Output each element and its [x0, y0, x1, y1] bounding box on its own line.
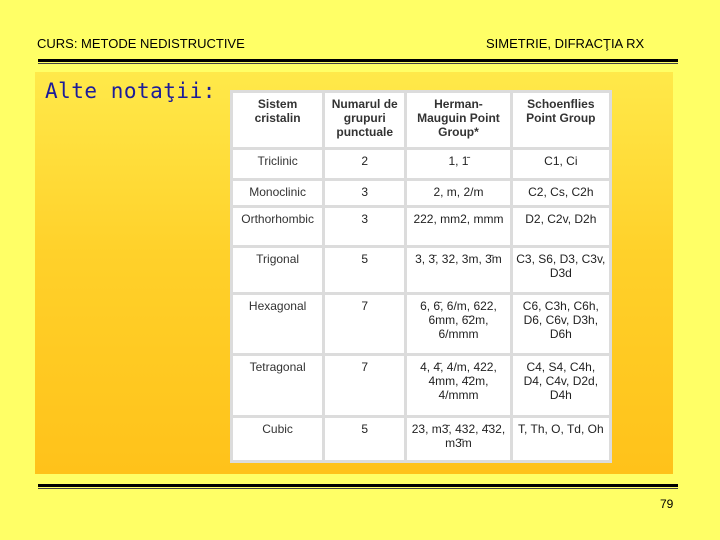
- table-row: [233, 208, 609, 244]
- cell-hm: 1, 1̄: [407, 150, 509, 178]
- cell-hm: 222, mm2, mmm: [407, 208, 509, 244]
- cell-hm: 6, 6̄, 6/m, 622, 6mm, 6̄2m, 6/mmm: [407, 295, 509, 353]
- cell-count: 2: [325, 150, 404, 178]
- topic-title: SIMETRIE, DIFRACŢIA RX: [486, 36, 645, 51]
- table-row: [233, 150, 609, 178]
- col-header-schoenflies: Schoenflies Point Group: [513, 93, 609, 147]
- top-divider: [38, 59, 678, 62]
- cell-system: Triclinic: [233, 150, 322, 178]
- cell-hm: 3, 3̄, 32, 3m, 3̄m: [407, 248, 509, 292]
- course-title: CURS: METODE NEDISTRUCTIVE: [37, 36, 245, 51]
- col-header-system: Sistem cristalin: [233, 93, 322, 147]
- page-number: 79: [660, 497, 674, 511]
- cell-sch: D2, C2v, D2h: [513, 208, 609, 244]
- table-row: [233, 248, 609, 292]
- cell-count: 7: [325, 356, 404, 414]
- cell-sch: C3, S6, D3, C3v, D3d: [513, 248, 609, 292]
- cell-count: 7: [325, 295, 404, 353]
- table-row: [233, 418, 609, 460]
- cell-sch: C4, S4, C4h, D4, C4v, D2d, D4h: [513, 356, 609, 414]
- cell-system: Trigonal: [233, 248, 322, 292]
- cell-count: 5: [325, 418, 404, 460]
- point-group-table: [230, 90, 612, 463]
- cell-count: 3: [325, 181, 404, 205]
- slide-heading: Alte notaţii:: [45, 79, 216, 103]
- cell-hm: 2, m, 2/m: [407, 181, 509, 205]
- cell-count: 5: [325, 248, 404, 292]
- cell-hm: 23, m3̄, 432, 4̄32, m3̄m: [407, 418, 509, 460]
- bottom-divider: [38, 484, 678, 487]
- col-header-hermann-mauguin: Herman-Mauguin Point Group*: [407, 93, 509, 147]
- table-row: [233, 181, 609, 205]
- cell-system: Cubic: [233, 418, 322, 460]
- cell-system: Hexagonal: [233, 295, 322, 353]
- cell-hm: 4, 4̄, 4/m, 422, 4mm, 4̄2m, 4/mmm: [407, 356, 509, 414]
- cell-sch: C6, C3h, C6h, D6, C6v, D3h, D6h: [513, 295, 609, 353]
- table-row: [233, 295, 609, 353]
- col-header-count: Numarul de grupuri punctuale: [325, 93, 404, 147]
- cell-sch: C1, Ci: [513, 150, 609, 178]
- cell-sch: T, Th, O, Td, Oh: [513, 418, 609, 460]
- cell-system: Orthorhombic: [233, 208, 322, 244]
- table-row: [233, 356, 609, 414]
- cell-sch: C2, Cs, C2h: [513, 181, 609, 205]
- cell-system: Tetragonal: [233, 356, 322, 414]
- cell-count: 3: [325, 208, 404, 244]
- cell-system: Monoclinic: [233, 181, 322, 205]
